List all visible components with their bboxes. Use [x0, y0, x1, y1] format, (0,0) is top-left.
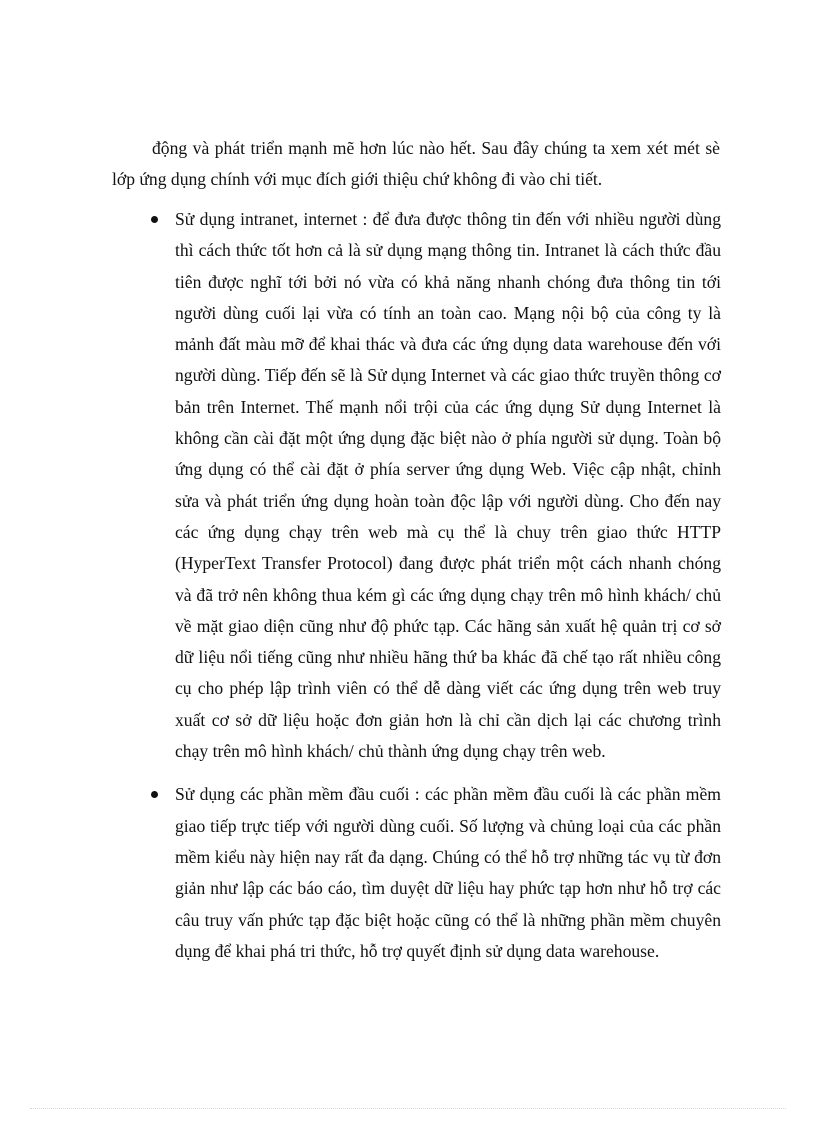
- bullet-list: [175, 204, 721, 967]
- bullet-dot-icon: [151, 791, 158, 798]
- bullet-dot-icon: [151, 216, 158, 223]
- bullet-text: Sử dụng các phần mềm đầu cuối : các phần mềm đầu cuối là các phần mềm giao tiếp trực tiếp với người dùng cuối. Số lượng và chủng loại của các phần mềm kiểu này hiện nay rất đa dạng. Chúng có thể hỗ trợ những tác vụ từ đơn giản như lập các báo cáo, tìm duyệt dữ liệu hay phức tạp hơn như hỗ trợ các câu truy vấn phức tạp đặc biệt hoặc cũng có thể là những phần mềm chuyên dụng để khai phá tri thức, hỗ trợ quyết định sử dụng data warehouse.: [175, 784, 721, 961]
- bullet-item-end-user-software: [175, 779, 721, 967]
- page-bottom-divider: [30, 1108, 786, 1109]
- bullet-item-intranet-internet: [175, 204, 721, 767]
- intro-paragraph: động và phát triển mạnh mẽ hơn lúc nào hết. Sau đây chúng ta xem xét mét sè lớp ứng dụng chính với mục đích giới thiệu chứ không đi vào chi tiết.: [112, 138, 720, 190]
- bullet-text: Sử dụng intranet, internet : để đưa được thông tin đến với nhiều người dùng thì cách thức tốt hơn cả là sử dụng mạng thông tin. Intranet là cách thức đầu tiên được nghĩ tới bởi nó vừa có khả năng nhanh chóng đưa thông tin tới người dùng cuối lại vừa có tính an toàn cao. Mạng nội bộ của công ty là mảnh đất màu mỡ để khai thác và đưa các ứng dụng data warehouse đến với người dùng. Tiếp đến sẽ là Sử dụng Internet và các giao thức truyền thông cơ bản trên Internet. Thế mạnh nổi trội của các ứng dụng Sử dụng Internet là không cần cài đặt một ứng dụng đặc biệt nào ở phía người sử dụng. Toàn bộ ứng dụng có thể cài đặt ở phía server ứng dụng Web. Việc cập nhật, chỉnh sửa và phát triển ứng dụng hoàn toàn độc lập với người dùng. Cho đến nay các ứng dụng chạy trên web mà cụ thể là chuy trên giao thức HTTP (HyperText Transfer Protocol) đang được phát triển một cách nhanh chóng và đã trở nên không thua kém gì các ứng dụng chạy trên mô hình khách/ chủ về mặt giao diện cũng như độ phức tạp. Các hãng sản xuất hệ quản trị cơ sở dữ liệu nổi tiếng cũng như nhiều hãng thứ ba khác đã chế tạo rất nhiều công cụ cho phép lập trình viên có thể dễ dàng viết các ứng dụng trên web truy xuất cơ sở dữ liệu hoặc đơn giản hơn là chỉ cần dịch lại các chương trình chạy trên mô hình khách/ chủ thành ứng dụng chạy trên web.: [175, 209, 721, 762]
